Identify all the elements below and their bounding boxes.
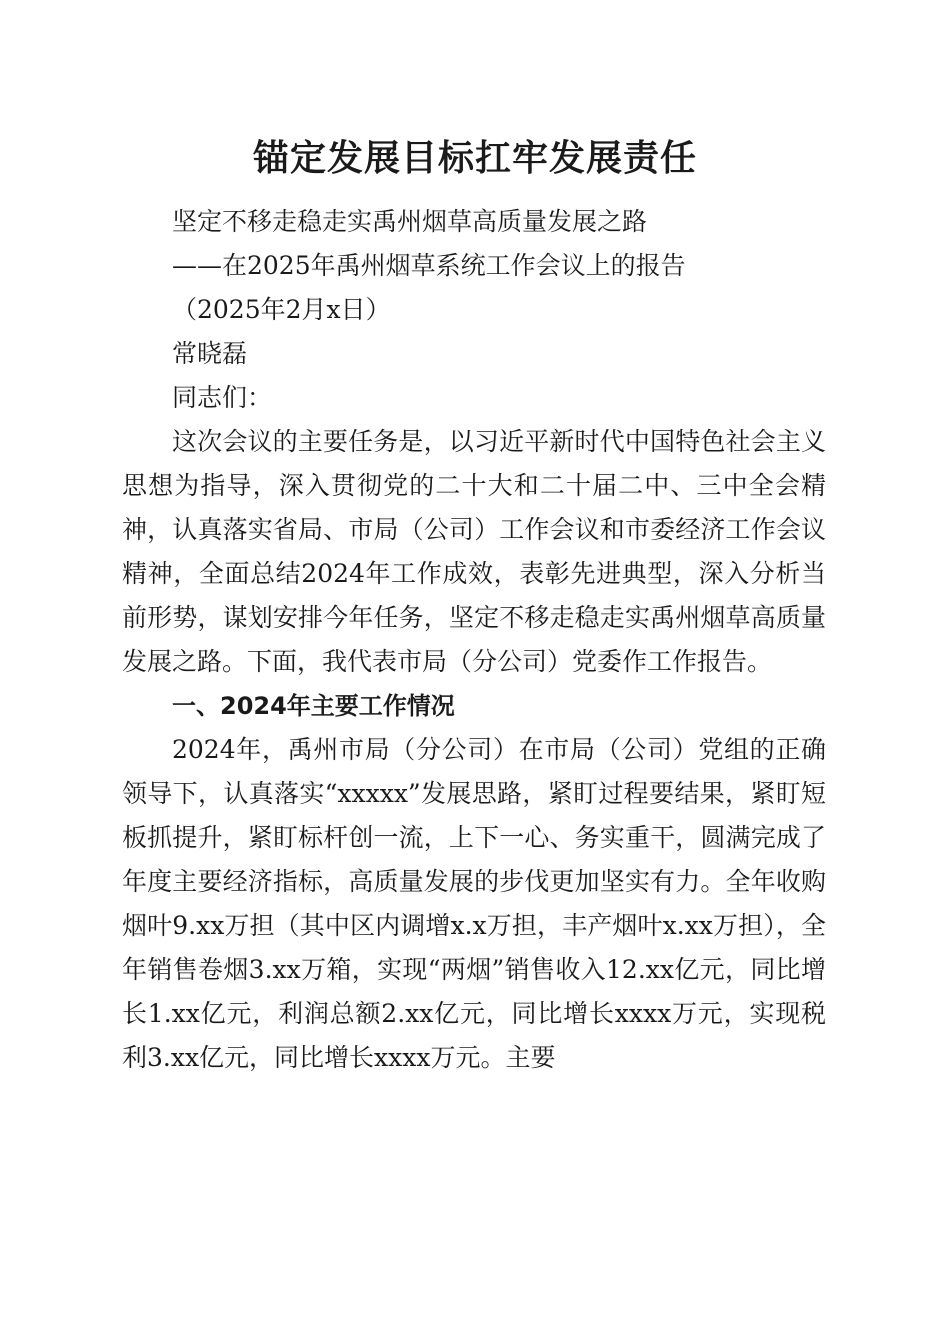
document-body — [122, 200, 826, 1080]
report-line: ——在2025年禹州烟草系统工作会议上的报告 — [172, 251, 686, 280]
document-subtitle: 坚定不移走稳走实禹州烟草高质量发展之路 — [172, 207, 648, 236]
author-name: 常晓磊 — [172, 339, 248, 368]
paragraph-work-summary: 2024年，禹州市局（分公司）在市局（公司）党组的正确领导下，认真落实“xxxxx”发展思路，紧盯过程要结果，紧盯短板抓提升，紧盯标杆创一流，上下一心、务实重干，圆满完成了年度主要经济指标，高质量发展的步伐更加坚实有力。全年收购烟叶9.xx万担（其中区内调增x.x万担，丰产烟叶x.xx万担），全年销售卷烟3.xx万箱，实现“两烟”销售收入12.xx亿元，同比增长1.xx亿元，利润总额2.xx亿元，同比增长xxxx万元，实现税利3.xx亿元，同比增长xxxx万元。主要 — [122, 735, 826, 1072]
section-heading: 一、2024年主要工作情况 — [172, 692, 455, 720]
document-title: 锚定发展目标扛牢发展责任 — [252, 137, 697, 179]
report-date: （2025年2月x日） — [172, 295, 391, 324]
paragraph-intro: 这次会议的主要任务是，以习近平新时代中国特色社会主义思想为指导，深入贯彻党的二十大和二十届二中、三中全会精神，认真落实省局、市局（公司）工作会议和市委经济工作会议精神，全面总结2024年工作成效，表彰先进典型，深入分析当前形势，谋划安排今年任务，坚定不移走稳走实禹州烟草高质量发展之路。下面，我代表市局（分公司）党委作工作报告。 — [122, 427, 826, 676]
salutation: 同志们： — [172, 383, 273, 412]
